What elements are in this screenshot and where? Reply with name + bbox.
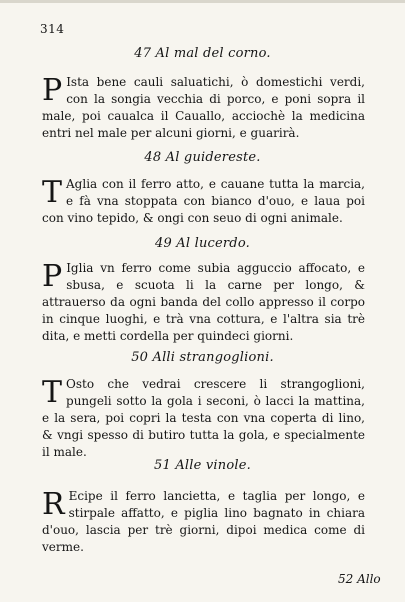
catchword: 52 Allo xyxy=(338,572,381,586)
section-paragraph-50 xyxy=(42,376,365,461)
drop-capital: P xyxy=(42,259,63,294)
section-paragraph-51 xyxy=(42,488,365,556)
section-heading-50: 50 Alli strangoglioni. xyxy=(131,350,274,365)
drop-capital: P xyxy=(42,73,63,108)
page-number: 314 xyxy=(40,22,65,36)
section-heading-48: 48 Al guidereste. xyxy=(144,150,261,165)
paragraph-text: Aglia con il ferro atto, e cauane tutta la marcia, e fà vna stoppata con bianco d'ouo, e laua poi con vino tepido, & ongi con seuo di ogni animale. xyxy=(42,177,365,225)
drop-capital: T xyxy=(42,375,63,410)
section-heading-51: 51 Alle vinole. xyxy=(154,458,251,473)
section-paragraph-47 xyxy=(42,74,365,142)
paragraph-text: Ista bene cauli saluatichi, ò domestichi verdi, con la songia vecchia di porco, e poni sopra il male, poi caualca il Cauallo, acciochè la medicina entri nel male per alcuni giorni, e guarirà. xyxy=(42,75,365,140)
paragraph-text: Ecipe il ferro lancietta, e taglia per longo, e stirpale affatto, e piglia lino bagnato in chiara d'ouo, lascia per trè giorni, dipoi medica come di verme. xyxy=(42,489,365,554)
section-paragraph-49 xyxy=(42,260,365,345)
section-paragraph-48 xyxy=(42,176,365,227)
paragraph-text: Osto che vedrai crescere li strangoglioni, pungeli sotto la gola i seconi, ò lacci la mattina, e la sera, poi copri la testa con vna coperta di lino, & vngi spesso di butiro tutta la gola, e specialmente il male. xyxy=(42,377,365,459)
section-heading-49: 49 Al lucerdo. xyxy=(155,236,250,251)
drop-capital: R xyxy=(42,487,65,522)
drop-capital: T xyxy=(42,175,63,210)
page-top-edge xyxy=(0,0,405,3)
paragraph-text: Iglia vn ferro come subia agguccio affocato, e sbusa, e scuota li la carne per longo, & attrauerso da ogni banda del collo appresso il corpo in cinque luoghi, e trà vna cottura, e l'altra sia trè dita, e metti cordella per quindeci giorni. xyxy=(42,261,365,343)
section-heading-47: 47 Al mal del corno. xyxy=(134,46,271,61)
